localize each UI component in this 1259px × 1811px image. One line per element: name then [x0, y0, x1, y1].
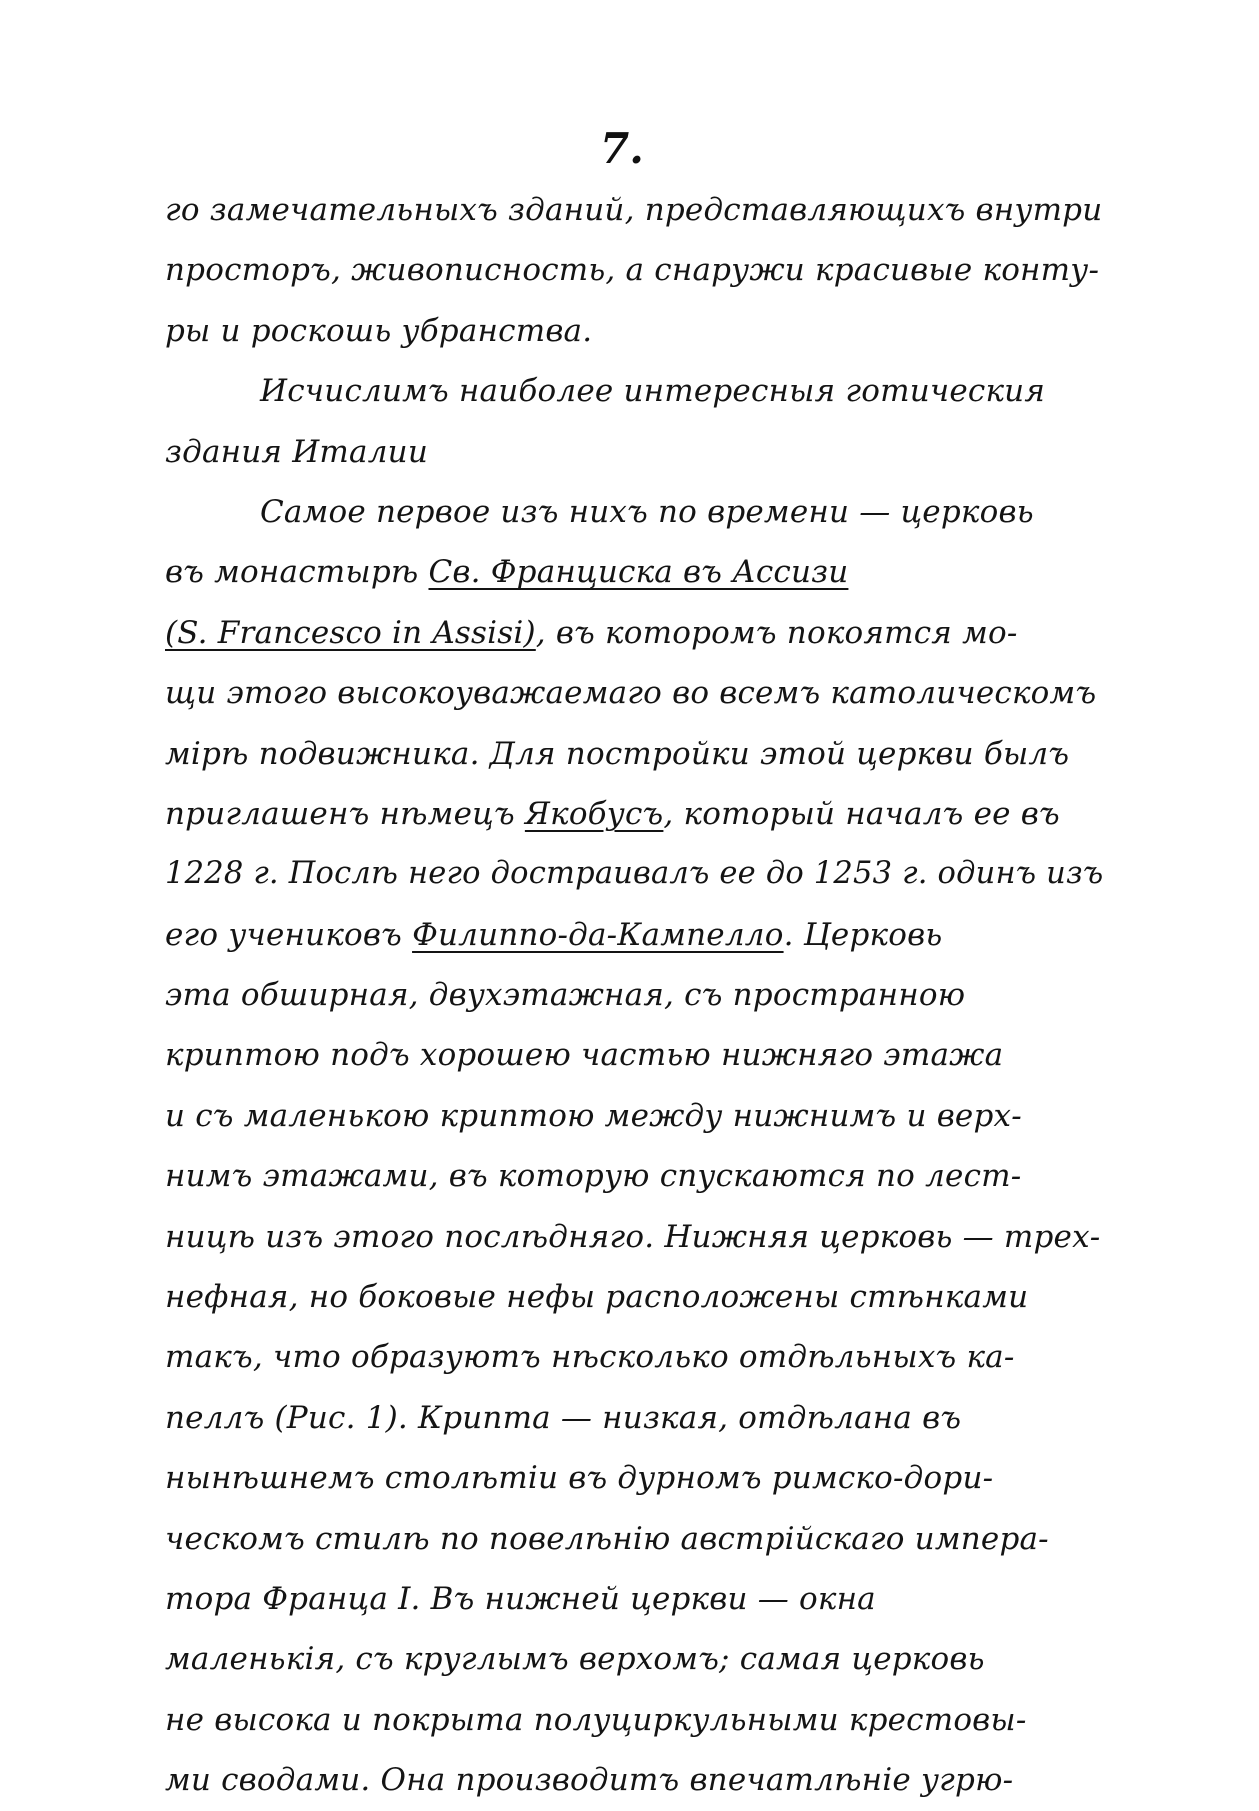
text-line: нимъ этажами, въ которую спускаются по лест-: [165, 1158, 1022, 1195]
text-line: [165, 603, 1105, 663]
text-line: тора Франца I. Въ нижней церкви — окна: [165, 1580, 876, 1617]
text-line: ры и роскошь убранства.: [165, 312, 593, 349]
text-line: эта обширная, двухэтажная, съ пространною: [165, 977, 966, 1014]
text-line: нынѣшнемъ столѣтіи въ дурномъ римско-дори-: [165, 1460, 994, 1497]
text-line: ческомъ стилѣ по повелѣнію австрійскаго импера-: [165, 1520, 1049, 1557]
text-line: мірѣ подвижника. Для постройки этой церкви былъ: [165, 735, 1070, 772]
underlined-name: (S. Francesco in Assisi): [165, 614, 536, 651]
line-text-segment: приглашенъ нѣмецъ: [165, 795, 525, 832]
underlined-name: Св. Франциска въ Ассизи: [428, 554, 849, 591]
text-line: щи этого высокоуважаемаго во всемъ католическомъ: [165, 675, 1097, 712]
text-line: 1228 г. Послѣ него достраивалъ ее до 1253 г. одинъ изъ: [165, 856, 1104, 892]
underlined-name: Якобусъ: [524, 795, 664, 832]
text-line: и съ маленькою криптою между нижнимъ и верх-: [165, 1097, 1022, 1134]
text-line: нефная, но боковые нефы расположены стѣнками: [165, 1279, 1029, 1316]
text-line: [165, 542, 1105, 602]
text-line: [165, 905, 1105, 965]
text-line: маленькія, съ круглымъ верхомъ; самая церковь: [165, 1641, 985, 1678]
text-line: го замечательныхъ зданий, представляющихъ внутри: [165, 192, 1103, 228]
text-line: [165, 784, 1105, 844]
text-line: Самое первое изъ нихъ по времени — церковь: [260, 493, 1034, 530]
line-text-segment: въ монастырѣ: [165, 554, 429, 591]
line-text-segment: . Церковь: [783, 916, 943, 953]
text-line: просторъ, живописность, а снаружи красивые конту-: [165, 252, 1100, 289]
text-line: ми сводами. Она производитъ впечатлѣніе угрю-: [165, 1762, 1014, 1799]
line-text-segment: , который началъ ее въ: [663, 795, 1060, 832]
line-text-segment: , въ которомъ покоятся мо-: [535, 614, 1018, 651]
text-line: здания Италии: [165, 433, 428, 470]
line-text-segment: его учениковъ: [165, 916, 413, 953]
text-line: криптою подъ хорошею частью нижняго этажа: [165, 1037, 1004, 1074]
text-line: такъ, что образуютъ нѣсколько отдѣльныхъ ка-: [165, 1339, 1015, 1376]
underlined-name: Филиппо-да-Кампелло: [412, 916, 784, 953]
text-line: ницѣ изъ этого послѣдняго. Нижняя церковь — трех-: [165, 1218, 1101, 1255]
text-line: Исчислимъ наиболее интересныя готическия: [260, 373, 1046, 410]
text-line: не высока и покрыта полуциркульными крестовы-: [165, 1701, 1027, 1738]
page-number: 7.: [600, 124, 644, 173]
handwritten-text-body: [165, 180, 1105, 1811]
text-line: пеллъ (Рис. 1). Крипта — низкая, отдѣлана въ: [165, 1399, 962, 1436]
